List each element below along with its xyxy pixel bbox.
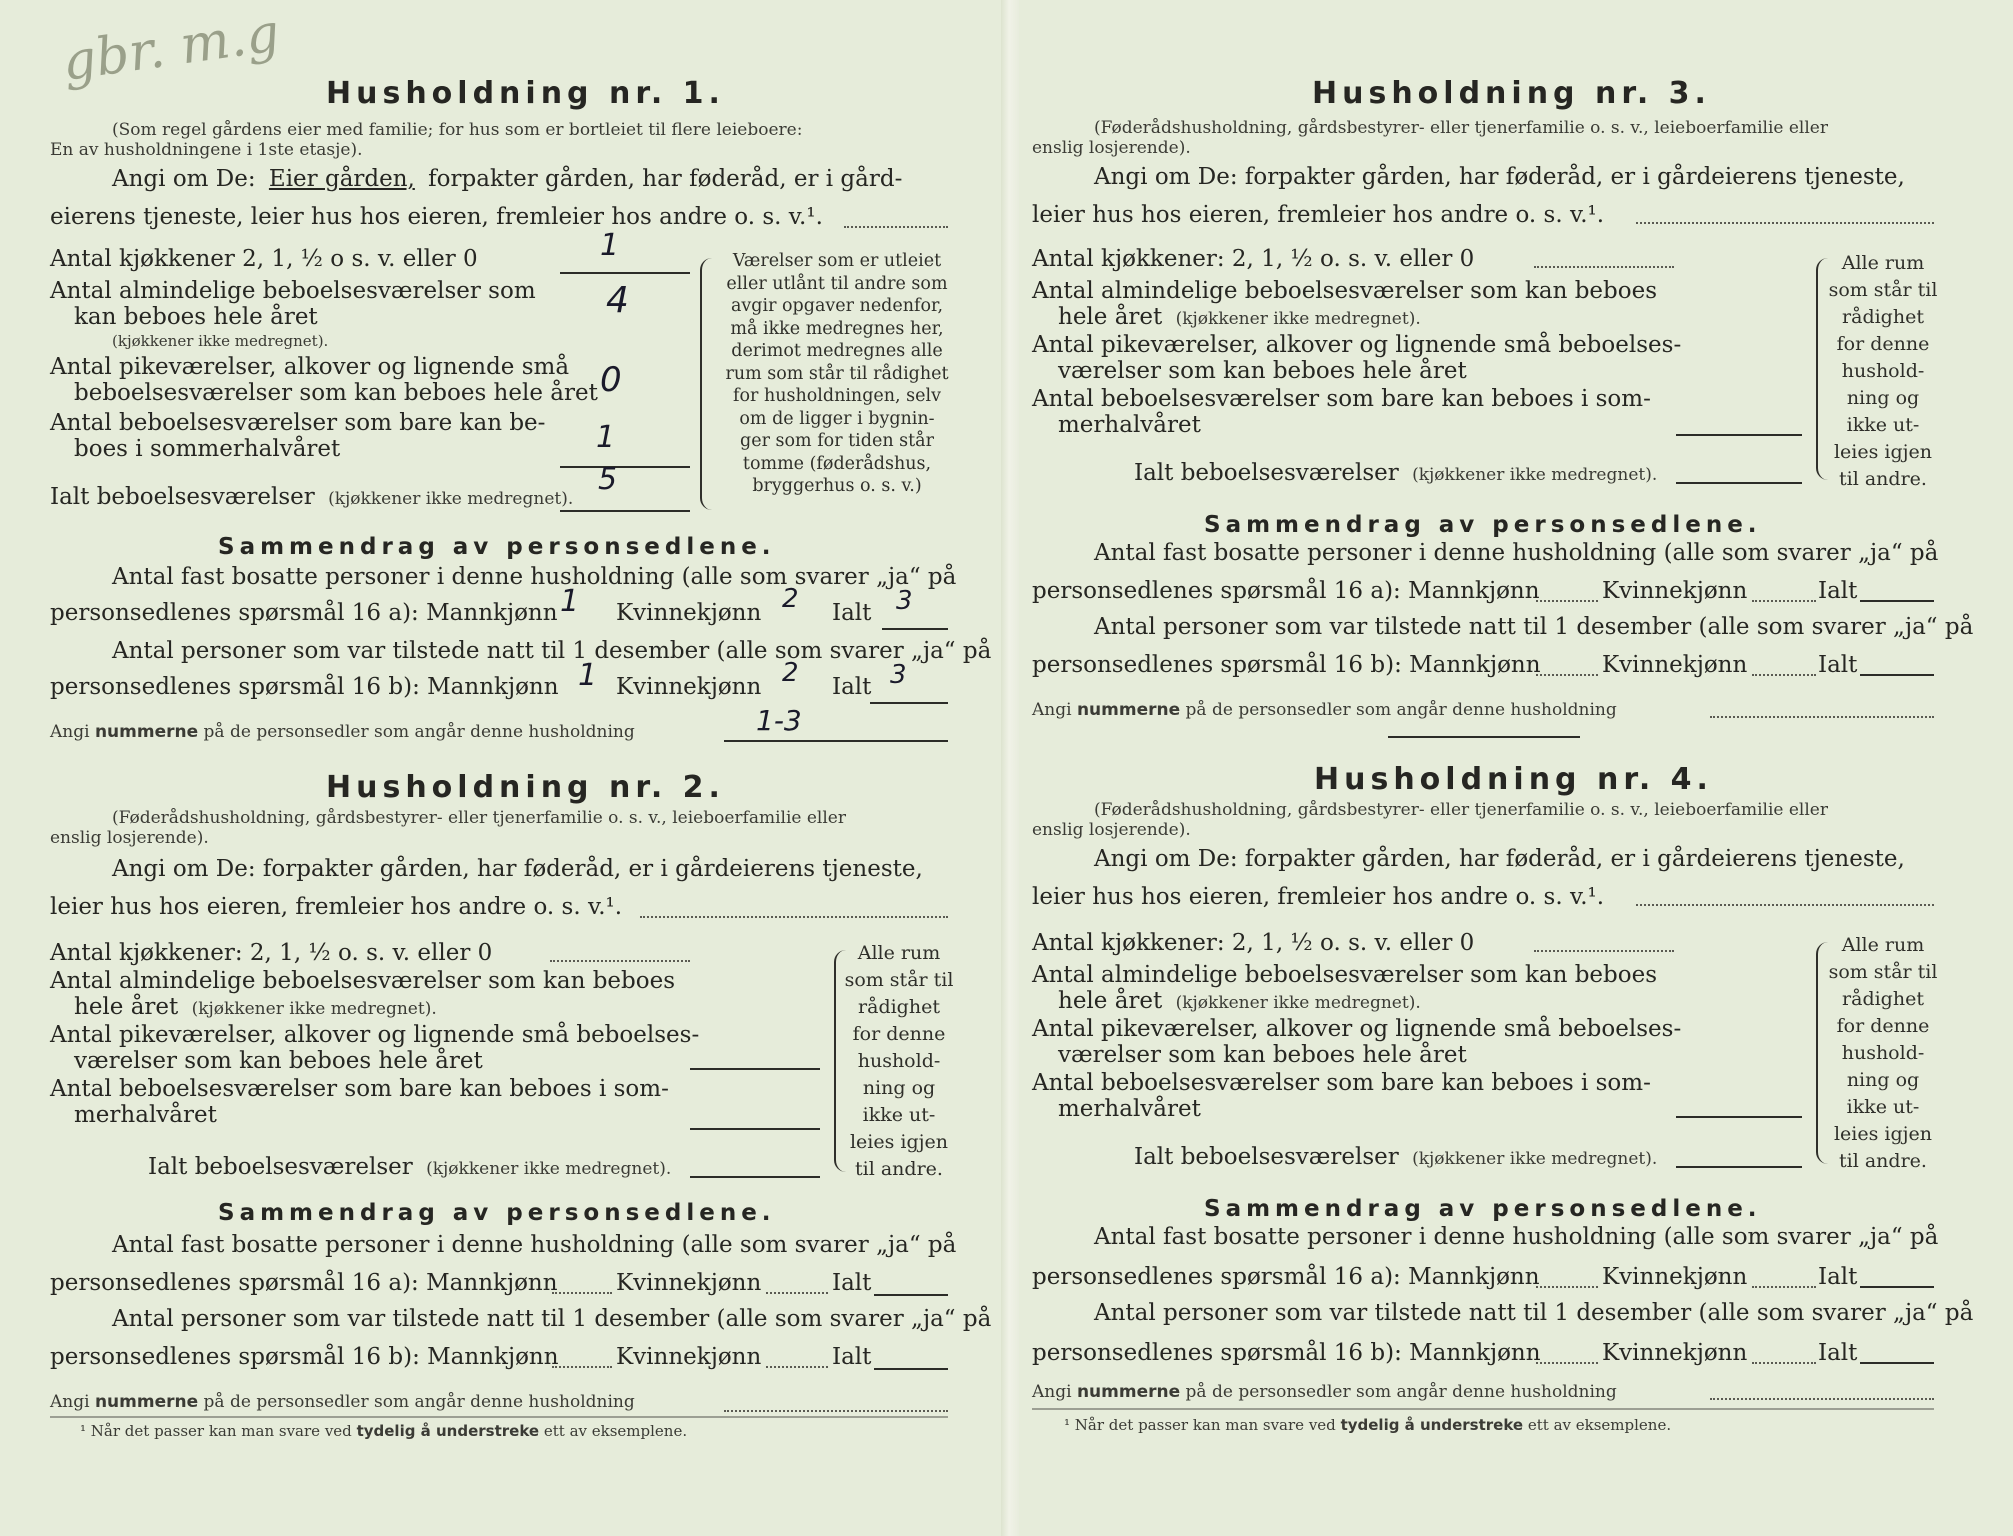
h1-rooms-value: 4 [606, 280, 629, 321]
h3-note: (Føderådshusholdning, gårdsbestyrer- eller tjenerfamilie o. s. v., leieboerfamilie eller [1094, 118, 1828, 138]
h4-numbers-post: på de personsedler som angår denne husholdning [1185, 1382, 1617, 1402]
h2-female-label: Kvinnekjønn [616, 1270, 762, 1296]
h2-side-note [844, 940, 954, 1183]
household-4-title: Husholdning nr. 4. [1314, 762, 1713, 797]
h2-kitchens-label: Antal kjøkkener: 2, 1, ½ o. s. v. eller 0 [50, 940, 493, 966]
h3-numbers-row [1032, 700, 1617, 720]
h2-total-label-b: Ialt [832, 1344, 872, 1370]
h3-rooms-row-2 [1058, 304, 1421, 330]
h4-angi-2: leier hus hos eieren, fremleier hos andre o. s. v.¹. [1032, 884, 1605, 910]
h1-female-label: Kvinnekjønn [616, 600, 762, 626]
h3-numbers-pre: Angi [1032, 700, 1072, 720]
h2-summary-title: Sammendrag av personsedlene. [218, 1200, 776, 1226]
h1-side-line: må ikke medregnes her, [730, 318, 944, 339]
h3-side-note [1828, 250, 1938, 493]
h1-kitchens-line [560, 272, 690, 274]
h3-angi-2: leier hus hos eieren, fremleier hos andre o. s. v.¹. [1032, 202, 1605, 228]
h1-total-label-b: Ialt [832, 674, 872, 700]
h4-side-line: Alle rum [1841, 934, 1925, 956]
h2-numbers-post: på de personsedler som angår denne husholdning [203, 1392, 635, 1412]
h2-summer-line [690, 1128, 820, 1130]
h1-numbers-value: 1-3 [756, 704, 802, 737]
h3-resident-female-fill [1752, 600, 1816, 602]
h2-present-female-fill [766, 1366, 828, 1368]
h3-angi-1: Angi om De: forpakter gården, har føderåd, er i gårdeierens tjeneste, [1094, 164, 1905, 190]
h3-resident-male-fill [1536, 600, 1598, 602]
h1-side-line: avgir opgaver nedenfor, [730, 296, 944, 316]
h3-side-line: hushold- [1841, 360, 1925, 382]
h2-resident-female-fill [766, 1292, 828, 1294]
h2-present-line-1: Antal personer som var tilstede natt til 1 desember (alle som svarer „ja“ på [112, 1306, 992, 1332]
right-footnote [1064, 1416, 1671, 1434]
h4-total-label-a: Ialt [1818, 1264, 1858, 1290]
h1-small-rooms-value: 0 [600, 360, 622, 400]
h2-side-line: Alle rum [857, 942, 941, 964]
h4-rooms-row-2 [1058, 988, 1421, 1014]
h1-kitchens-label: Antal kjøkkener 2, 1, ½ o s. v. eller 0 [50, 246, 478, 272]
household-1-note-2: En av husholdningene i 1ste etasje). [50, 140, 363, 160]
h3-side-line: Alle rum [1841, 252, 1925, 274]
h3-total-label-a: Ialt [1818, 578, 1858, 604]
h4-total-note: (kjøkkener ikke medregnet). [1412, 1149, 1658, 1169]
page-fold [1001, 0, 1019, 1536]
h4-total-label-b: Ialt [1818, 1340, 1858, 1366]
h1-angi-line-1 [112, 166, 902, 192]
h3-total-label-b: Ialt [1818, 652, 1858, 678]
h2-resident-total-line [874, 1294, 948, 1296]
h1-resident-line-2: personsedlenes spørsmål 16 a): Mannkjønn [50, 600, 558, 626]
h3-numbers-bold: nummerne [1076, 700, 1181, 720]
h4-numbers-row [1032, 1382, 1617, 1402]
h4-resident-female-fill [1752, 1286, 1816, 1288]
h2-angi-2: leier hus hos eieren, fremleier hos andre o. s. v.¹. [50, 894, 623, 920]
h2-side-line: for denne [852, 1023, 946, 1045]
h3-rooms-label: Antal almindelige beboelsesværelser som kan beboes [1032, 278, 1658, 304]
h3-female-label: Kvinnekjønn [1602, 652, 1748, 678]
h1-summer-rooms-value: 1 [596, 420, 616, 455]
h3-present-line-2: personsedlenes spørsmål 16 b): Mannkjønn [1032, 652, 1541, 678]
h2-summer-label: Antal beboelsesværelser som bare kan beboes i som- [50, 1076, 669, 1102]
h2-side-line: leies igjen [849, 1131, 949, 1153]
household-1-note: (Som regel gårdens eier med familie; for hus som er bortleiet til flere leieboere: [112, 120, 803, 140]
h2-present-total-line [874, 1368, 948, 1370]
household-2-title: Husholdning nr. 2. [326, 770, 725, 805]
footnote-pre: Når det passer kan man svare ved [1074, 1416, 1336, 1434]
h4-angi-1: Angi om De: forpakter gården, har føderåd, er i gårdeierens tjeneste, [1094, 846, 1905, 872]
h3-present-line-1: Antal personer som var tilstede natt til 1 desember (alle som svarer „ja“ på [1094, 614, 1974, 640]
h2-rooms-label-2: hele året [74, 994, 179, 1020]
h1-angi-fill [844, 226, 948, 228]
h1-total-value: 5 [598, 462, 618, 497]
h3-side-line: til andre. [1839, 468, 1927, 490]
h2-summer-label-2: merhalvåret [74, 1102, 217, 1128]
h1-small-rooms-label-2: beboelsesværelser som kan beboes hele året [74, 380, 598, 406]
h2-resident-line-1: Antal fast bosatte personer i denne husholdning (alle som svarer „ja“ på [112, 1232, 957, 1258]
h1-small-rooms-label: Antal pikeværelser, alkover og lignende små [50, 354, 570, 380]
footnote-bold: tydelig å understreke [1340, 1416, 1524, 1434]
h1-resident-male: 1 [560, 584, 580, 619]
h3-note-2: enslig losjerende). [1032, 138, 1191, 158]
h1-rooms-label: Antal almindelige beboelsesværelser som [50, 278, 536, 304]
h2-rooms-label: Antal almindelige beboelsesværelser som kan beboes [50, 968, 676, 994]
h2-rooms-row-2 [74, 994, 437, 1020]
h1-numbers-row [50, 722, 635, 742]
h4-resident-line-1: Antal fast bosatte personer i denne husholdning (alle som svarer „ja“ på [1094, 1224, 1939, 1250]
h1-rooms-label-2: kan beboes hele året [74, 304, 318, 330]
h2-side-line: som står til [844, 969, 954, 991]
h3-numbers-fill [1710, 716, 1934, 718]
h2-rooms-note: (kjøkkener ikke medregnet). [191, 999, 437, 1019]
h3-present-male-fill [1536, 674, 1598, 676]
h1-angi-line-2: eierens tjeneste, leier hus hos eieren, fremleier hos andre o. s. v.¹. [50, 204, 823, 230]
h1-angi-rest: forpakter gården, har føderåd, er i gård- [428, 166, 903, 192]
h1-side-note [718, 250, 956, 498]
h3-small-label: Antal pikeværelser, alkover og lignende små beboelses- [1032, 332, 1682, 358]
h4-female-label: Kvinnekjønn [1602, 1340, 1748, 1366]
h2-numbers-pre: Angi [50, 1392, 90, 1412]
h2-present-line-2: personsedlenes spørsmål 16 b): Mannkjønn [50, 1344, 559, 1370]
h3-summer-label-2: merhalvåret [1058, 412, 1201, 438]
h3-kitchens-fill [1534, 266, 1674, 268]
h1-numbers-line [724, 740, 948, 742]
h3-resident-total-line [1860, 600, 1934, 602]
h1-present-total: 3 [890, 660, 907, 690]
h3-female-label: Kvinnekjønn [1602, 578, 1748, 604]
footnote-num: ¹ [1064, 1416, 1071, 1434]
h4-present-line-2: personsedlenes spørsmål 16 b): Mannkjønn [1032, 1340, 1541, 1366]
h2-note: (Føderådshusholdning, gårdsbestyrer- eller tjenerfamilie o. s. v., leieboerfamilie eller [112, 808, 846, 828]
h4-rooms-label: Antal almindelige beboelsesværelser som kan beboes [1032, 962, 1658, 988]
h1-summary-title: Sammendrag av personsedlene. [218, 534, 776, 560]
h1-numbers-pre: Angi [50, 722, 90, 742]
pencil-marginalia: gbr. m.g [58, 3, 284, 93]
h4-note: (Føderådshusholdning, gårdsbestyrer- eller tjenerfamilie o. s. v., leieboerfamilie eller [1094, 800, 1828, 820]
h4-side-line: til andre. [1839, 1150, 1927, 1172]
footnote-post: ett av eksemplene. [1527, 1416, 1672, 1434]
h1-total-row [50, 484, 573, 510]
h2-female-label: Kvinnekjønn [616, 1344, 762, 1370]
h1-present-line-1: Antal personer som var tilstede natt til 1 desember (alle som svarer „ja“ på [112, 638, 992, 664]
h4-side-line: ning og [1846, 1069, 1920, 1091]
h2-present-male-fill [552, 1366, 612, 1368]
h4-rooms-note: (kjøkkener ikke medregnet). [1175, 993, 1421, 1013]
h1-resident-total: 3 [896, 586, 913, 616]
h2-kitchens-fill [550, 960, 690, 962]
h4-small-label-2: værelser som kan beboes hele året [1058, 1042, 1467, 1068]
h4-present-line-1: Antal personer som var tilstede natt til 1 desember (alle som svarer „ja“ på [1094, 1300, 1974, 1326]
h2-note-2: enslig losjerende). [50, 828, 209, 848]
h3-summer-line [1676, 434, 1802, 436]
h4-kitchens-label: Antal kjøkkener: 2, 1, ½ o. s. v. eller 0 [1032, 930, 1475, 956]
h2-small-line [690, 1068, 820, 1070]
h4-angi-fill [1636, 904, 1934, 906]
h4-rooms-label-2: hele året [1058, 988, 1163, 1014]
h1-angi-label: Angi om De: [112, 166, 256, 192]
h3-separator [1388, 736, 1580, 738]
h4-present-male-fill [1536, 1362, 1598, 1364]
h3-side-line: for denne [1836, 333, 1930, 355]
h2-total-note: (kjøkkener ikke medregnet). [426, 1159, 672, 1179]
h4-kitchens-fill [1534, 950, 1674, 952]
h2-side-line: ning og [862, 1077, 936, 1099]
h2-small-label: Antal pikeværelser, alkover og lignende små beboelses- [50, 1022, 700, 1048]
h1-numbers-post: på de personsedler som angår denne husholdning [203, 722, 635, 742]
h4-summer-line [1676, 1116, 1802, 1118]
h3-side-line: som står til [1828, 279, 1938, 301]
h2-total-label: Ialt beboelsesværelser [148, 1154, 413, 1180]
h2-total-line [690, 1176, 820, 1178]
h4-small-label: Antal pikeværelser, alkover og lignende små beboelses- [1032, 1016, 1682, 1042]
h4-present-total-line [1860, 1362, 1934, 1364]
h4-total-label: Ialt beboelsesværelser [1134, 1144, 1399, 1170]
h4-total-line [1676, 1166, 1802, 1168]
household-3-title: Husholdning nr. 3. [1312, 76, 1711, 111]
h2-resident-line-2: personsedlenes spørsmål 16 a): Mannkjønn [50, 1270, 558, 1296]
h3-side-line: leies igjen [1833, 441, 1933, 463]
h3-rooms-note: (kjøkkener ikke medregnet). [1175, 309, 1421, 329]
h1-present-line [870, 702, 948, 704]
h3-side-line: ikke ut- [1846, 414, 1920, 436]
h3-summary-title: Sammendrag av personsedlene. [1204, 512, 1762, 538]
h4-female-label: Kvinnekjønn [1602, 1264, 1748, 1290]
h3-total-label: Ialt beboelsesværelser [1134, 460, 1399, 486]
h1-resident-line [882, 628, 948, 630]
h3-side-line: ning og [1846, 387, 1920, 409]
h4-note-2: enslig losjerende). [1032, 820, 1191, 840]
right-footnote-rule [1032, 1408, 1934, 1410]
h4-numbers-bold: nummerne [1076, 1382, 1181, 1402]
h4-numbers-fill [1710, 1398, 1934, 1400]
h4-numbers-pre: Angi [1032, 1382, 1072, 1402]
left-footnote-rule [50, 1416, 948, 1418]
h3-summer-label: Antal beboelsesværelser som bare kan beboes i som- [1032, 386, 1651, 412]
h2-side-line: til andre. [855, 1158, 943, 1180]
h2-angi-fill [640, 916, 948, 918]
footnote-num: ¹ [80, 1422, 87, 1440]
h1-summer-rooms-label: Antal beboelsesværelser som bare kan be- [50, 410, 546, 436]
h3-total-line [1676, 482, 1802, 484]
h2-total-label-a: Ialt [832, 1270, 872, 1296]
h1-total-label-a: Ialt [832, 600, 872, 626]
h4-side-line: som står til [1828, 961, 1938, 983]
h3-kitchens-label: Antal kjøkkener: 2, 1, ½ o. s. v. eller 0 [1032, 246, 1475, 272]
h2-side-line: hushold- [857, 1050, 941, 1072]
h2-numbers-bold: nummerne [94, 1392, 199, 1412]
h3-present-total-line [1860, 674, 1934, 676]
h3-resident-line-1: Antal fast bosatte personer i denne husholdning (alle som svarer „ja“ på [1094, 540, 1939, 566]
h2-numbers-fill [724, 1410, 948, 1412]
h2-side-line: rådighet [858, 996, 940, 1018]
left-footnote [80, 1422, 687, 1440]
h1-side-line: tomme (føderådshus, [742, 453, 932, 474]
h1-side-line: rum som står til rådighet [725, 363, 949, 384]
h4-side-line: leies igjen [1833, 1123, 1933, 1145]
h3-rooms-label-2: hele året [1058, 304, 1163, 330]
h1-brace [700, 258, 716, 510]
h4-resident-total-line [1860, 1286, 1934, 1288]
h4-summary-title: Sammendrag av personsedlene. [1204, 1196, 1762, 1222]
h1-kitchens-value: 1 [600, 228, 620, 263]
h4-summer-label: Antal beboelsesværelser som bare kan beboes i som- [1032, 1070, 1651, 1096]
h1-summer-line [560, 466, 690, 468]
h3-total-row [1134, 460, 1657, 486]
h2-side-line: ikke ut- [862, 1104, 936, 1126]
h1-numbers-bold: nummerne [94, 722, 199, 742]
h4-side-line: rådighet [1842, 988, 1924, 1010]
h1-total-line [560, 510, 690, 512]
h3-resident-line-2: personsedlenes spørsmål 16 a): Mannkjønn [1032, 578, 1540, 604]
h1-present-line-2: personsedlenes spørsmål 16 b): Mannkjønn [50, 674, 559, 700]
h3-present-female-fill [1752, 674, 1816, 676]
h1-resident-female: 2 [782, 584, 799, 614]
h4-side-line: ikke ut- [1846, 1096, 1920, 1118]
h1-side-line: for husholdningen, selv [733, 386, 941, 406]
h4-resident-male-fill [1536, 1286, 1598, 1288]
h1-total-label: Ialt beboelsesværelser [50, 484, 315, 510]
h3-side-line: rådighet [1842, 306, 1924, 328]
household-1-title: Husholdning nr. 1. [326, 76, 725, 111]
h2-resident-male-fill [552, 1292, 612, 1294]
h2-total-row [148, 1154, 671, 1180]
h1-rooms-note: (kjøkkener ikke medregnet). [112, 332, 329, 350]
h4-side-line: hushold- [1841, 1042, 1925, 1064]
h4-total-row [1134, 1144, 1657, 1170]
h4-side-note [1828, 932, 1938, 1175]
footnote-post: ett av eksemplene. [543, 1422, 688, 1440]
footnote-bold: tydelig å understreke [356, 1422, 540, 1440]
h1-side-line: bryggerhus o. s. v.) [752, 476, 922, 496]
h1-present-female: 2 [782, 658, 799, 688]
h4-present-female-fill [1752, 1362, 1816, 1364]
h1-summer-rooms-label-2: boes i sommerhalvåret [74, 436, 341, 462]
h1-side-line: derimot medregnes alle [731, 341, 943, 361]
h1-resident-line-1: Antal fast bosatte personer i denne husholdning (alle som svarer „ja“ på [112, 564, 957, 590]
h1-angi-owner-underlined: Eier gården, [268, 166, 415, 192]
h3-small-label-2: værelser som kan beboes hele året [1058, 358, 1467, 384]
h1-side-line: ger som for tiden står [740, 431, 934, 451]
h2-numbers-row [50, 1392, 635, 1412]
h3-numbers-post: på de personsedler som angår denne husholdning [1185, 700, 1617, 720]
h1-total-note: (kjøkkener ikke medregnet). [328, 489, 574, 509]
h4-summer-label-2: merhalvåret [1058, 1096, 1201, 1122]
h4-side-line: for denne [1836, 1015, 1930, 1037]
footnote-pre: Når det passer kan man svare ved [90, 1422, 352, 1440]
h4-resident-line-2: personsedlenes spørsmål 16 a): Mannkjønn [1032, 1264, 1540, 1290]
h1-side-line: om de ligger i bygnin- [739, 408, 935, 429]
h1-female-label: Kvinnekjønn [616, 674, 762, 700]
h2-angi-1: Angi om De: forpakter gården, har føderåd, er i gårdeierens tjeneste, [112, 856, 923, 882]
h1-present-male: 1 [578, 658, 598, 693]
h2-small-label-2: værelser som kan beboes hele året [74, 1048, 483, 1074]
h1-side-line: eller utlånt til andre som [726, 273, 948, 294]
h1-side-line: Værelser som er utleiet [732, 251, 942, 271]
h3-total-note: (kjøkkener ikke medregnet). [1412, 465, 1658, 485]
h3-angi-fill [1636, 222, 1934, 224]
